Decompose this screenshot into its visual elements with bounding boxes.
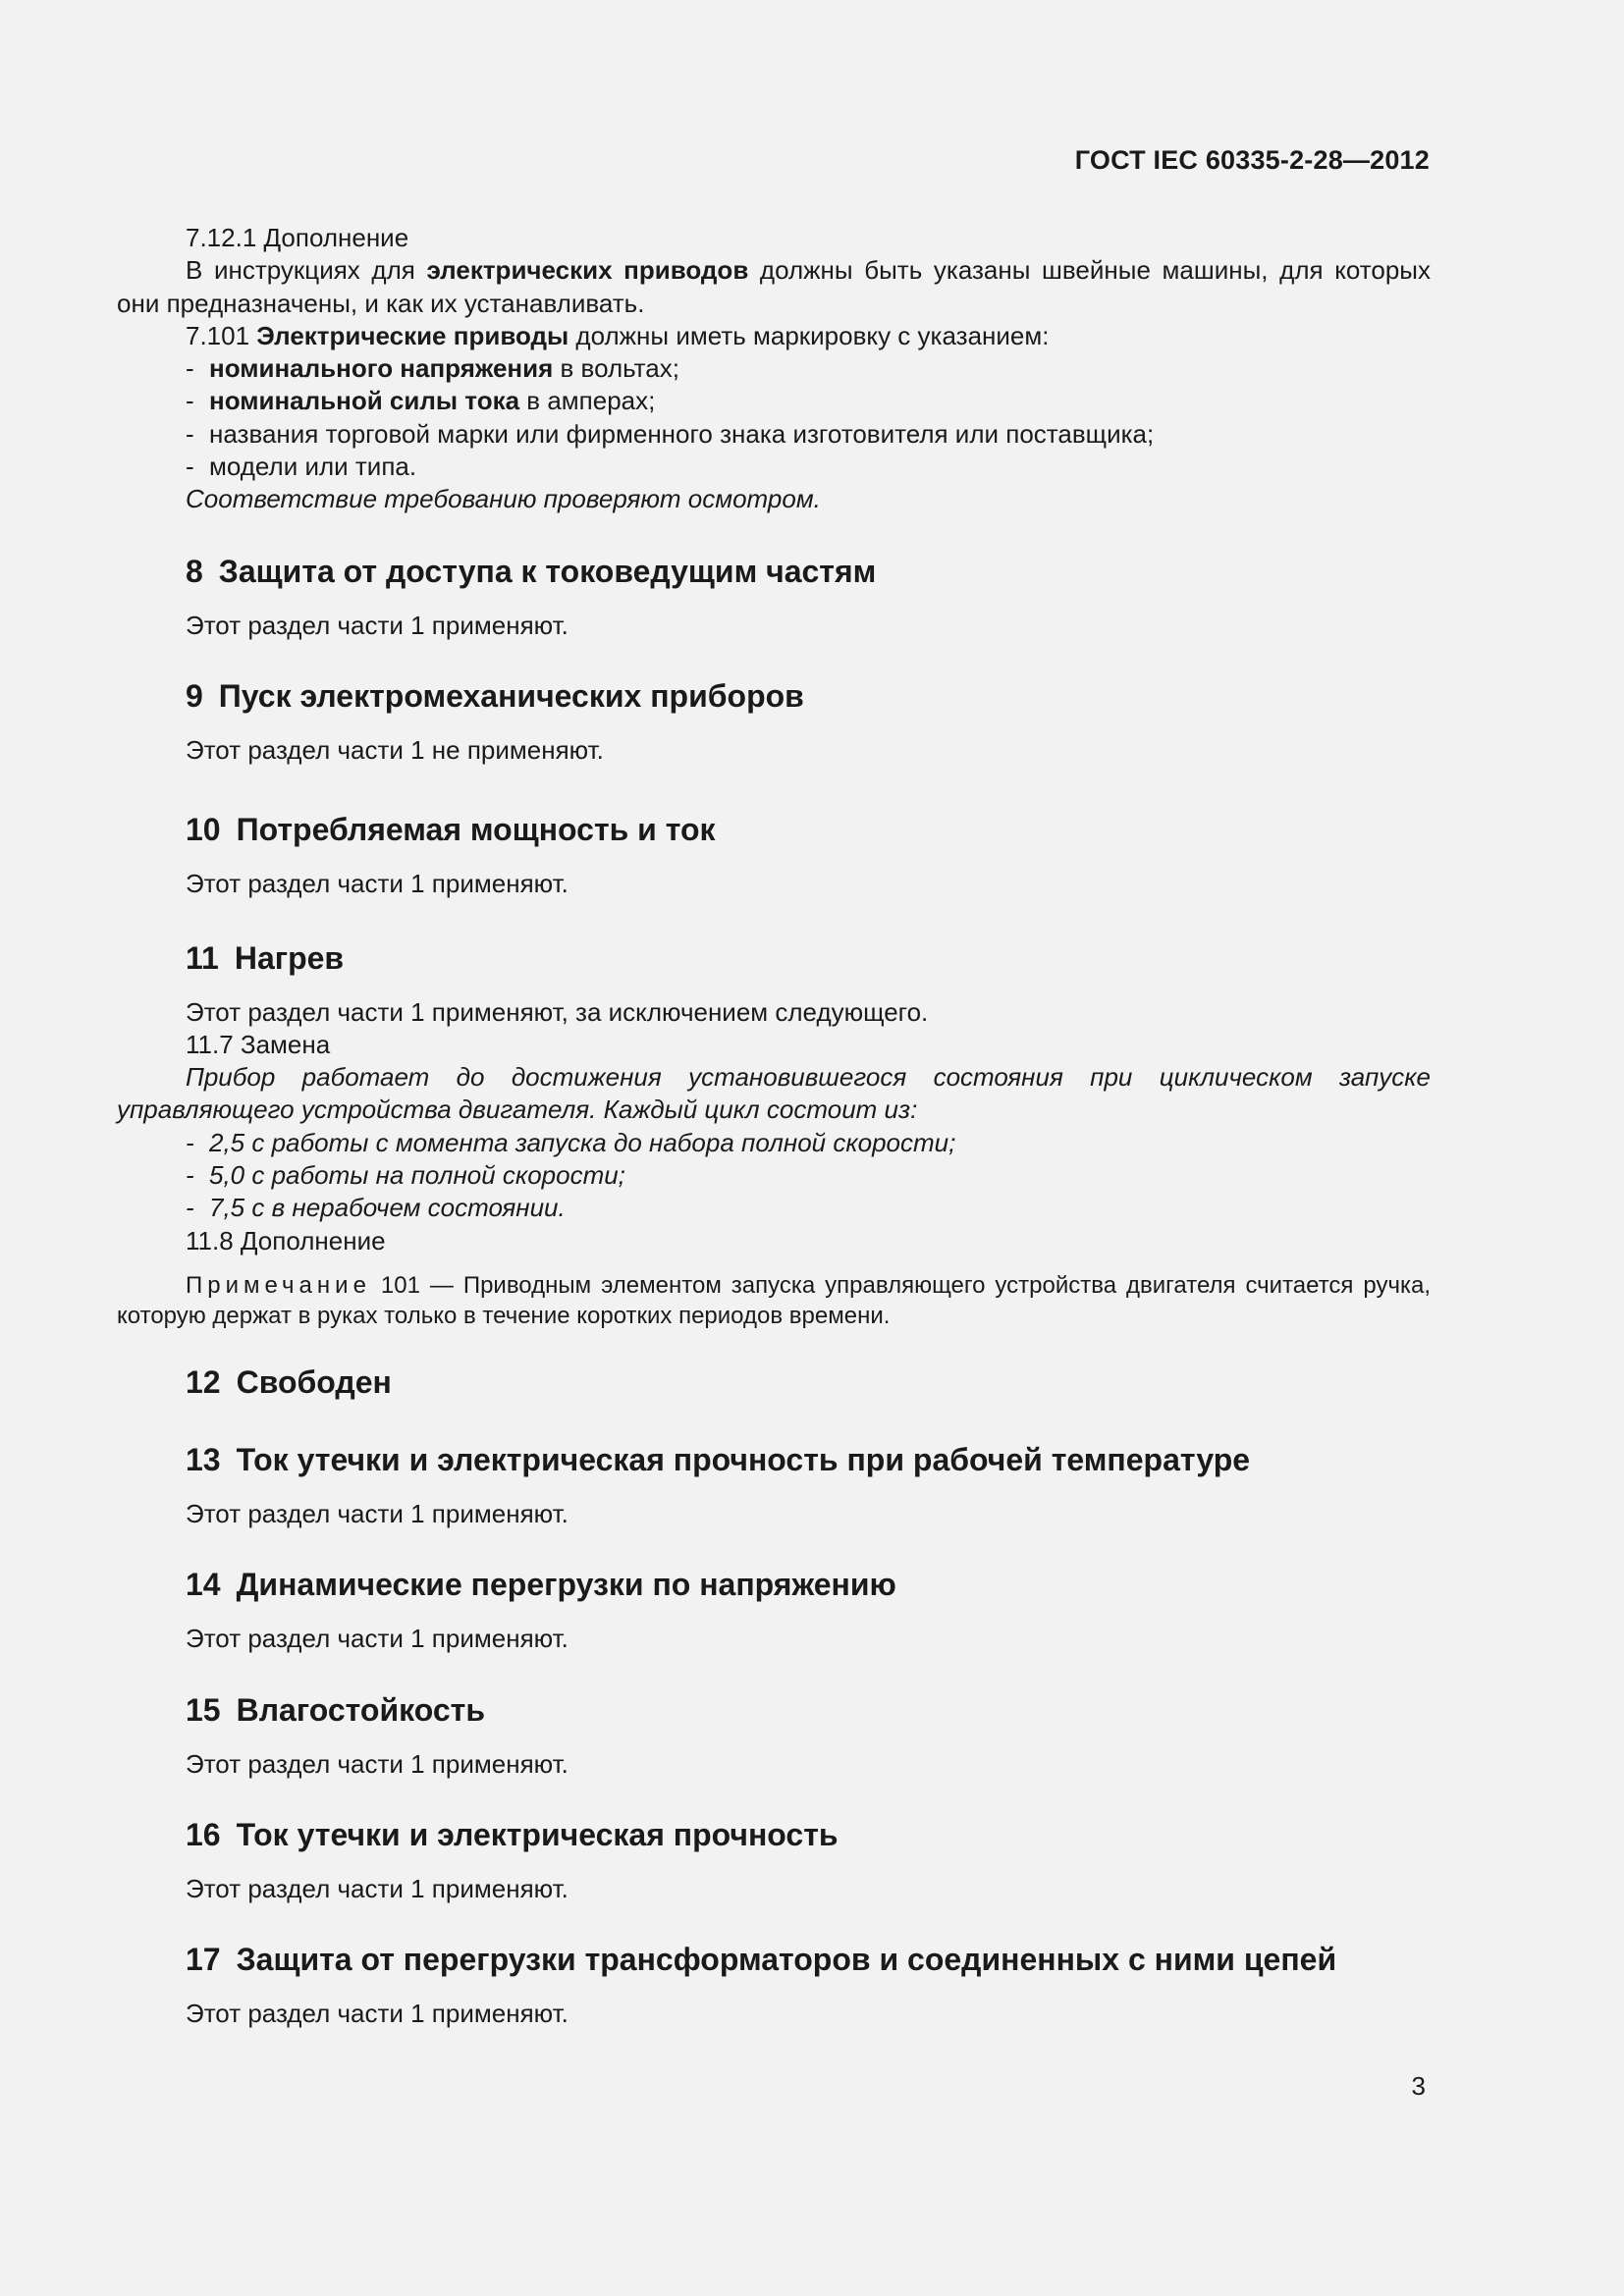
list-dash: - <box>186 1160 194 1191</box>
section-title: Защита от перегрузки трансформаторов и соединенных с ними цепей <box>236 1942 1337 1978</box>
section-number: 17 <box>186 1942 221 1978</box>
section-text: Этот раздел части 1 применяют. <box>186 1748 568 1779</box>
section-heading-15 <box>117 1690 1431 1730</box>
list-dash: - <box>186 452 194 482</box>
section-title: Защита от доступа к токоведущим частям <box>218 553 877 589</box>
list-item <box>117 385 1431 417</box>
section-heading-10 <box>117 810 1431 849</box>
list-item <box>117 1127 1431 1159</box>
section-heading-14 <box>117 1565 1431 1604</box>
section-title: Нагрев <box>234 939 345 976</box>
section-number: 12 <box>186 1363 221 1400</box>
list-item <box>117 1192 1431 1224</box>
section-number: 15 <box>186 1691 221 1728</box>
section-heading-16 <box>117 1815 1431 1854</box>
list-item <box>117 352 1431 385</box>
bold-term: Электрические приводы <box>256 320 569 350</box>
list-dash: - <box>186 418 194 449</box>
section-number: 14 <box>186 1567 221 1603</box>
section-text: Этот раздел части 1 применяют. <box>186 1498 568 1528</box>
list-dash: - <box>186 1193 194 1223</box>
document-header: ГОСТ IEC 60335-2-28—2012 <box>1074 145 1430 175</box>
clause-7-12-1-text <box>117 254 1431 320</box>
section-title: Свободен <box>236 1363 392 1400</box>
text-run: 7,5 с в нерабочем состоянии. <box>209 1193 566 1223</box>
text-run: должны быть указаны швейные машины, для которых они предназначены, и как их устанавливать. <box>117 255 1431 318</box>
section-title: Ток утечки и электрическая прочность <box>236 1816 839 1852</box>
text-run: в амперах; <box>519 386 656 416</box>
section-title: Влагостойкость <box>236 1691 485 1728</box>
clause-number: 7.101 <box>186 320 257 350</box>
section-heading-9 <box>117 676 1431 716</box>
document-body <box>117 222 1431 2030</box>
section-heading-12 <box>117 1362 1431 1402</box>
clause-11-7-title: 11.7 Замена <box>186 1029 331 1059</box>
text-run: В инструкциях для <box>186 255 427 286</box>
list-item <box>117 1159 1431 1192</box>
section-text: Этот раздел части 1 применяют. <box>186 1624 568 1654</box>
section-number: 9 <box>186 677 203 714</box>
list-dash: - <box>186 386 194 416</box>
section-number: 10 <box>186 812 221 848</box>
section-title: Пуск электромеханических приборов <box>218 677 804 714</box>
section-number: 8 <box>186 553 203 589</box>
section-number: 16 <box>186 1816 221 1852</box>
page-number: 3 <box>1411 2071 1426 2101</box>
section-text: Этот раздел части 1 применяют, за исключением следующего. <box>186 996 929 1027</box>
note-label: Примечание <box>186 1271 371 1299</box>
section-title: Потребляемая мощность и ток <box>236 812 716 848</box>
section-number: 11 <box>186 939 219 976</box>
note <box>117 1270 1431 1331</box>
text-run: 2,5 с работы с момента запуска до набора полной скорости; <box>209 1127 956 1157</box>
section-title: Ток утечки и электрическая прочность при рабочей температуре <box>236 1441 1251 1477</box>
text-run: названия торговой марки или фирменного знака изготовителя или поставщика; <box>209 418 1155 449</box>
section-text: Этот раздел части 1 применяют. <box>186 610 568 640</box>
section-heading-13 <box>117 1440 1431 1479</box>
bold-term: электрических приводов <box>426 255 749 286</box>
clause-7-101 <box>117 320 1431 352</box>
compliance-check: Соответствие требованию проверяют осмотром. <box>186 484 821 514</box>
note-text: 101 — Приводным элементом запуска управляющего устройства двигателя считается ручка, которую держат в руках только в течение коротких периодов времени. <box>117 1271 1431 1329</box>
text-run: модели или типа. <box>209 452 417 482</box>
text-run: должны иметь маркировку с указанием: <box>568 320 1050 350</box>
bold-term: номинальной силы тока <box>209 386 520 416</box>
section-number: 13 <box>186 1441 221 1477</box>
bold-term: номинального напряжения <box>209 353 554 384</box>
list-item <box>117 418 1431 451</box>
list-dash: - <box>186 1127 194 1157</box>
clause-11-7-text: Прибор работает до достижения установившегося состояния при циклическом запуске управляющего устройства двигателя. Каждый цикл состоит из: <box>117 1062 1431 1125</box>
section-heading-8 <box>117 552 1431 591</box>
section-text: Этот раздел части 1 не применяют. <box>186 734 604 765</box>
section-text: Этот раздел части 1 применяют. <box>186 1999 568 2029</box>
text-run: в вольтах; <box>553 353 679 384</box>
text-run: 5,0 с работы на полной скорости; <box>209 1160 625 1191</box>
section-title: Динамические перегрузки по напряжению <box>236 1567 896 1603</box>
section-text: Этот раздел части 1 применяют. <box>186 1873 568 1903</box>
list-item <box>117 451 1431 483</box>
list-dash: - <box>186 353 194 384</box>
section-text: Этот раздел части 1 применяют. <box>186 869 568 899</box>
section-heading-11 <box>117 938 1431 978</box>
section-heading-17 <box>117 1940 1431 1979</box>
clause-11-8-title: 11.8 Дополнение <box>186 1225 386 1255</box>
clause-7-12-1-title: 7.12.1 Дополнение <box>186 223 409 252</box>
